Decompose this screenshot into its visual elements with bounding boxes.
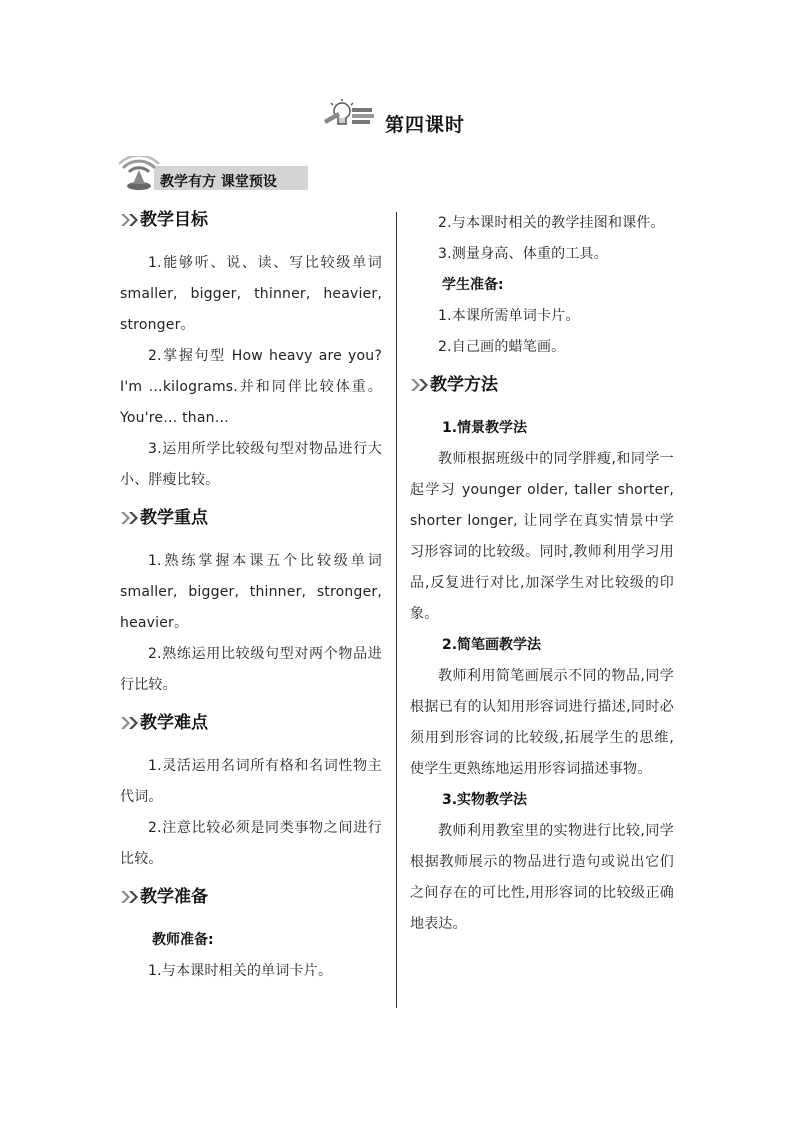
teacher-prep-label: 教师准备:: [152, 932, 214, 948]
method-title: 3.实物教学法: [442, 792, 528, 808]
difficulty-item: 2.注意比较必须是同类事物之间进行比较。: [120, 820, 382, 867]
method-text: 教师利用教室里的实物进行比较,同学根据教师展示的物品进行造句或说出它们之间存在的可比性,用形容词的比较级正确地表达。: [410, 823, 674, 932]
chevron-right-icon: [120, 510, 140, 526]
heading-text: 教学难点: [140, 713, 208, 733]
section-heading-key-points: [120, 506, 382, 530]
goal-item: 1.能够听、说、读、写比较级单词 smaller, bigger, thinner, heavier, stronger。: [120, 255, 382, 333]
key-point-item: 2.熟练运用比较级句型对两个物品进行比较。: [120, 646, 382, 693]
lightbulb-icon: [322, 98, 376, 132]
right-column: [410, 208, 674, 940]
section-heading-difficulties: [120, 711, 382, 735]
goal-item: 2.掌握句型 How heavy are you? I'm …kilograms.并和同伴比较体重。You're… than…: [120, 348, 382, 426]
goal-item: 3.运用所学比较级句型对物品进行大小、胖瘦比较。: [120, 441, 382, 488]
left-column: [120, 208, 382, 987]
chevron-right-icon: [410, 377, 430, 393]
difficulty-item: 1.灵活运用名词所有格和名词性物主代词。: [120, 758, 382, 805]
heading-text: 教学方法: [430, 375, 498, 395]
heading-text: 教学目标: [140, 210, 208, 230]
chevron-right-icon: [120, 889, 140, 905]
section-banner: [118, 156, 310, 192]
heading-text: 教学准备: [140, 887, 208, 907]
column-divider: [396, 212, 397, 1008]
section-heading-methods: [410, 373, 674, 397]
teacher-prep-item: 3.测量身高、体重的工具。: [438, 246, 608, 262]
method-text: 教师根据班级中的同学胖瘦,和同学一起学习 younger older, taller shorter, shorter longer, 让同学在真实情景中学习形容词的比较级。同时,教师利用学习用品,反复进行对比,加深学生对比较级的印象。: [410, 451, 674, 622]
key-point-item: 1.熟练掌握本课五个比较级单词 smaller, bigger, thinner, stronger, heavier。: [120, 553, 382, 631]
chevron-right-icon: [120, 212, 140, 228]
section-heading-goals: [120, 208, 382, 232]
method-text: 教师利用简笔画展示不同的物品,同学根据已有的认知用形容词进行描述,同时必须用到形容词的比较级,拓展学生的思维,使学生更熟练地运用形容词描述事物。: [410, 668, 674, 777]
teacher-prep-item: 1.与本课时相关的单词卡片。: [148, 963, 333, 979]
section-heading-preparation: [120, 885, 382, 909]
signal-icon: [118, 156, 160, 192]
chevron-right-icon: [120, 715, 140, 731]
student-prep-label: 学生准备:: [442, 277, 504, 293]
student-prep-item: 2.自己画的蜡笔画。: [438, 339, 566, 355]
page-title-area: [0, 96, 794, 140]
page-title: 第四课时: [385, 114, 466, 136]
teacher-prep-item: 2.与本课时相关的教学挂图和课件。: [438, 215, 665, 231]
student-prep-item: 1.本课所需单词卡片。: [438, 308, 580, 324]
banner-text: 教学有方 课堂预设: [160, 174, 277, 190]
method-title: 2.简笔画教学法: [442, 637, 542, 653]
heading-text: 教学重点: [140, 508, 208, 528]
method-title: 1.情景教学法: [442, 420, 528, 436]
